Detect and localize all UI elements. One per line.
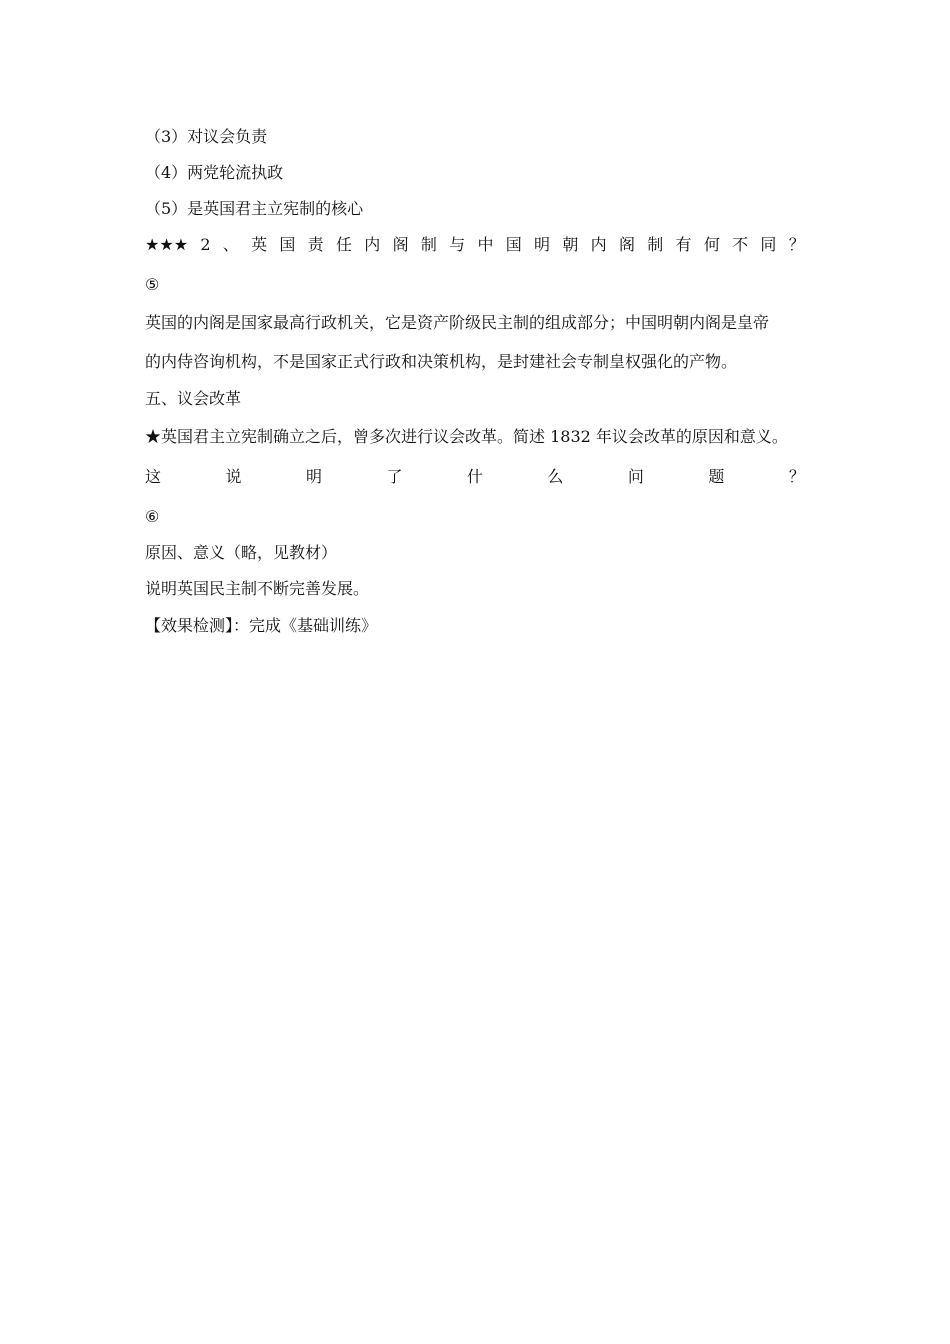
question-2-char: 朝 [562,235,579,254]
question-3-char: 问 [627,467,644,486]
question-2-char: 2 [200,235,211,254]
question-3-char: 么 [547,467,564,486]
question-2-char: 同 [760,235,777,254]
list-item-3: （3）对议会负责 [145,127,268,146]
answer-marker-6: ⑥ [145,507,160,526]
question-2-char: 、 [222,235,239,254]
question-3-char: 什 [466,467,483,486]
section-heading-5: 五、议会改革 [145,389,242,408]
question-2-char: 英 [251,235,268,254]
question-2-char: 何 [703,235,720,254]
question-2-char: 制 [647,235,664,254]
question-3-char: 题 [708,467,725,486]
question-2-char: 内 [364,235,381,254]
question-2-char: 责 [307,235,324,254]
answer-3-line-2: 说明英国民主制不断完善发展。 [145,579,370,598]
effect-check-line: 【效果检测】：完成《基础训练》 [145,616,378,635]
question-2-char: 国 [279,235,296,254]
question-3-char: ？ [788,467,805,486]
question-2-char: 阁 [392,235,409,254]
list-item-5: （5）是英国君主立宪制的核心 [145,199,364,218]
question-2-char: 中 [477,235,494,254]
question-3-line-2 [145,467,805,487]
question-2-char: 内 [590,235,607,254]
question-2-stars: ★★★ [145,235,189,254]
answer-2-line-1: 英国的内阁是国家最高行政机关，它是资产阶级民主制的组成部分；中国明朝内阁是皇帝 [145,313,770,332]
question-2-char: 制 [420,235,437,254]
question-2-char: 不 [732,235,749,254]
question-3-char: 明 [305,467,322,486]
question-3-char: 了 [386,467,403,486]
question-3-char: 说 [225,467,242,486]
question-2-char: ？ [788,235,805,254]
list-item-4: （4）两党轮流执政 [145,163,284,182]
question-3-char: 这 [145,467,162,486]
answer-2-line-2: 的内侍咨询机构，不是国家正式行政和决策机构，是封建社会专制皇权强化的产物。 [145,352,738,371]
answer-marker-5: ⑤ [145,275,160,294]
question-2 [145,235,805,255]
question-3-line-1: ★英国君主立宪制确立之后，曾多次进行议会改革。简述 1832 年议会改革的原因和意义。 [145,427,788,446]
question-2-char: 与 [449,235,466,254]
question-2-char: 任 [335,235,352,254]
answer-3-line-1: 原因、意义（略，见教材） [145,543,338,562]
question-2-char: 明 [534,235,551,254]
question-2-char: 阁 [618,235,635,254]
question-2-char: 有 [675,235,692,254]
question-2-char: 国 [505,235,522,254]
